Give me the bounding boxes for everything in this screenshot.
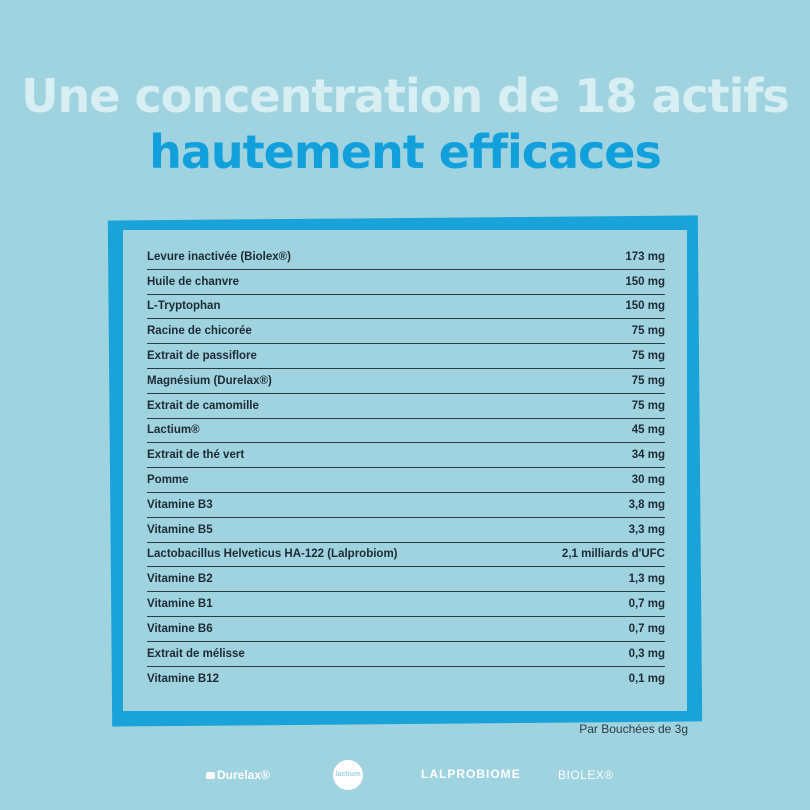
serving-footnote: Par Bouchées de 3g: [579, 722, 688, 736]
ingredient-name: Vitamine B6: [147, 622, 213, 635]
ingredient-name: Extrait de camomille: [147, 399, 259, 412]
table-row: [147, 667, 665, 692]
table-row: [147, 245, 665, 270]
ingredient-amount: 30 mg: [631, 474, 665, 487]
ingredient-name: Lactobacillus Helveticus HA-122 (Lalprobiom): [147, 548, 398, 561]
lalprobiome-logo-text: LALPROBIOME: [421, 767, 521, 781]
table-row: [147, 319, 665, 344]
ingredient-name: L-Tryptophan: [147, 300, 221, 313]
lactium-logo: [333, 760, 363, 790]
table-row: [147, 518, 665, 543]
ingredient-name: Vitamine B12: [147, 672, 220, 685]
ingredient-amount: 0,1 mg: [628, 672, 665, 685]
table-row: [147, 270, 665, 295]
ingredient-name: Vitamine B3: [147, 498, 213, 511]
table-row: [147, 295, 665, 320]
ingredient-name: Lactium®: [147, 424, 200, 437]
table-row: [147, 642, 665, 667]
headline-line-2: hautement efficaces: [149, 125, 661, 179]
ingredient-table: [147, 245, 665, 691]
ingredient-amount: 0,7 mg: [628, 622, 665, 635]
ingredient-amount: 2,1 milliards d'UFC: [561, 548, 665, 561]
durelax-logo: [206, 768, 270, 782]
ingredient-amount: 0,7 mg: [628, 598, 665, 611]
durelax-logo-text: Durelax®: [217, 768, 270, 782]
headline-line-1: Une concentration de 18 actifs: [21, 69, 789, 123]
lalprobiome-logo: [421, 767, 521, 781]
ingredient-amount: 0,3 mg: [628, 647, 665, 660]
table-row: [147, 567, 665, 592]
ingredient-name: Extrait de mélisse: [147, 647, 245, 660]
ingredient-amount: 75 mg: [631, 350, 665, 363]
table-row: [147, 543, 665, 568]
table-row: [147, 394, 665, 419]
ingredient-name: Vitamine B1: [147, 598, 213, 611]
biolex-logo: [558, 768, 614, 782]
table-row: [147, 493, 665, 518]
ingredient-amount: 75 mg: [631, 399, 665, 412]
ingredient-amount: 3,3 mg: [628, 523, 665, 536]
ingredient-amount: 1,3 mg: [628, 573, 665, 586]
ingredient-name: Racine de chicorée: [147, 325, 252, 338]
ingredient-amount: 45 mg: [631, 424, 665, 437]
ingredient-name: Levure inactivée (Biolex®): [147, 250, 291, 263]
ingredient-name: Vitamine B2: [147, 573, 213, 586]
biolex-logo-text: BIOLEX®: [558, 768, 614, 782]
table-row: [147, 443, 665, 468]
table-row: [147, 419, 665, 444]
table-row: [147, 617, 665, 642]
ingredient-amount: 75 mg: [631, 325, 665, 338]
lactium-logo-text: lactium: [335, 771, 361, 778]
ingredient-name: Vitamine B5: [147, 523, 213, 536]
ingredient-name: Pomme: [147, 474, 189, 487]
table-row: [147, 592, 665, 617]
ingredient-name: Extrait de passiflore: [147, 350, 257, 363]
ingredient-name: Huile de chanvre: [147, 275, 240, 288]
ingredient-amount: 3,8 mg: [628, 498, 665, 511]
headline: [0, 68, 810, 180]
table-row: [147, 344, 665, 369]
ingredient-amount: 75 mg: [631, 374, 665, 387]
ingredient-amount: 150 mg: [625, 275, 665, 288]
ingredient-amount: 150 mg: [625, 300, 665, 313]
ingredient-name: Extrait de thé vert: [147, 449, 245, 462]
table-row: [147, 468, 665, 493]
table-row: [147, 369, 665, 394]
brand-logos: [0, 760, 810, 790]
ingredient-amount: 34 mg: [631, 449, 665, 462]
ingredient-amount: 173 mg: [625, 250, 665, 263]
ingredient-name: Magnésium (Durelax®): [147, 374, 272, 387]
durelax-mark-icon: [206, 772, 215, 779]
